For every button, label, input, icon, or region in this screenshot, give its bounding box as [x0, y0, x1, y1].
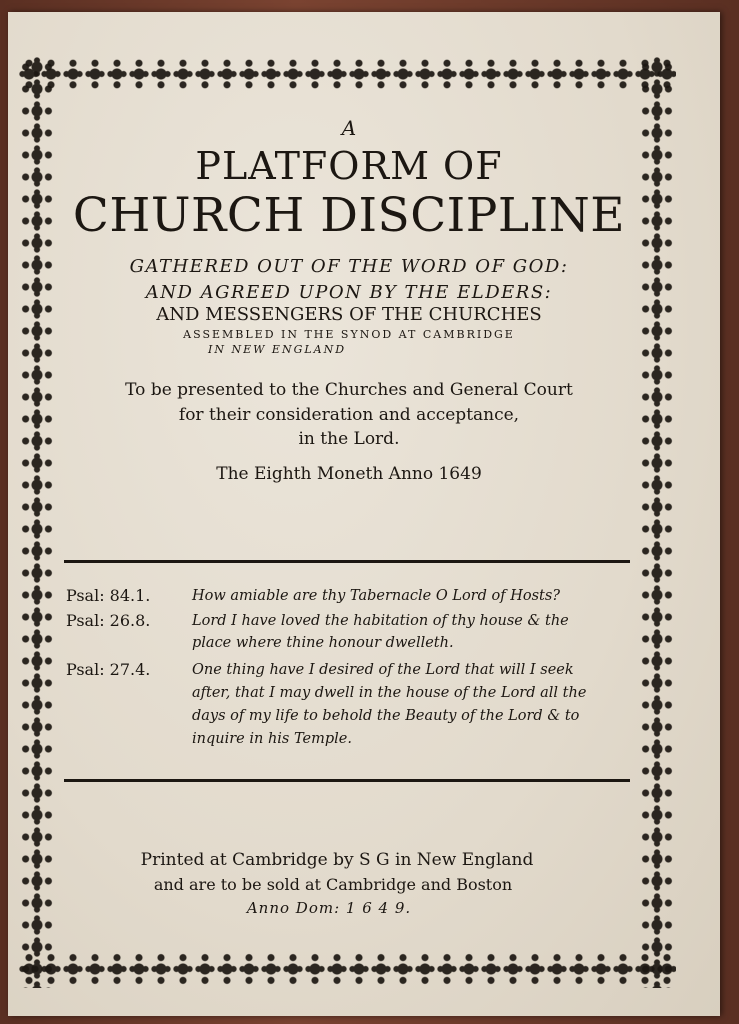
ornamental-border-bottom [18, 950, 676, 988]
divider-rule [64, 560, 630, 563]
subtitle-new-england: IN NEW ENGLAND [208, 343, 347, 356]
verse-reference: Psal: 26.8. [66, 611, 151, 630]
verse-line: Lord I have loved the habitation of thy house & the [192, 613, 569, 629]
verse-reference: Psal: 27.4. [66, 660, 151, 679]
ornamental-border-right [638, 56, 676, 988]
verse-line: place where thine honour dwelleth. [192, 635, 454, 651]
subtitle-agreed: AND AGREED UPON BY THE ELDERS: [145, 282, 553, 303]
presented-line-1: To be presented to the Churches and General Court [125, 380, 573, 400]
imprint-line-1: Printed at Cambridge by S G in New England [140, 850, 534, 870]
imprint-line-2: and are to be sold at Cambridge and Boston [153, 875, 513, 894]
ornamental-border-left [18, 56, 56, 988]
title-church-discipline: CHURCH DISCIPLINE [72, 188, 626, 243]
verse-line: after, that I may dwell in the house of the Lord all the [192, 685, 587, 701]
title-page [8, 12, 720, 1016]
ornamental-border-top [18, 56, 676, 92]
title-platform: PLATFORM OF [195, 144, 503, 188]
verse-line: days of my life to behold the Beauty of the Lord & to [192, 708, 580, 724]
verse-line: inquire in his Temple. [192, 731, 352, 747]
subtitle-assembled: ASSEMBLED IN THE SYNOD AT CAMBRIDGE [183, 328, 515, 341]
presented-line-2: for their consideration and acceptance, [178, 405, 520, 425]
subtitle-messengers: AND MESSENGERS OF THE CHURCHES [156, 304, 542, 325]
verse-reference: Psal: 84.1. [66, 586, 151, 605]
imprint-line-3: Anno Dom: 1 6 4 9. [246, 899, 412, 917]
subtitle-gathered: GATHERED OUT OF THE WORD OF GOD: [129, 256, 569, 277]
divider-rule [64, 779, 630, 782]
presented-line-3: in the Lord. [298, 429, 400, 449]
date-line: The Eighth Moneth Anno 1649 [216, 464, 482, 484]
verse-line: How amiable are thy Tabernacle O Lord of Hosts? [192, 588, 561, 604]
title-article: A [341, 116, 357, 140]
verse-line: One thing have I desired of the Lord that will I seek [192, 662, 574, 678]
